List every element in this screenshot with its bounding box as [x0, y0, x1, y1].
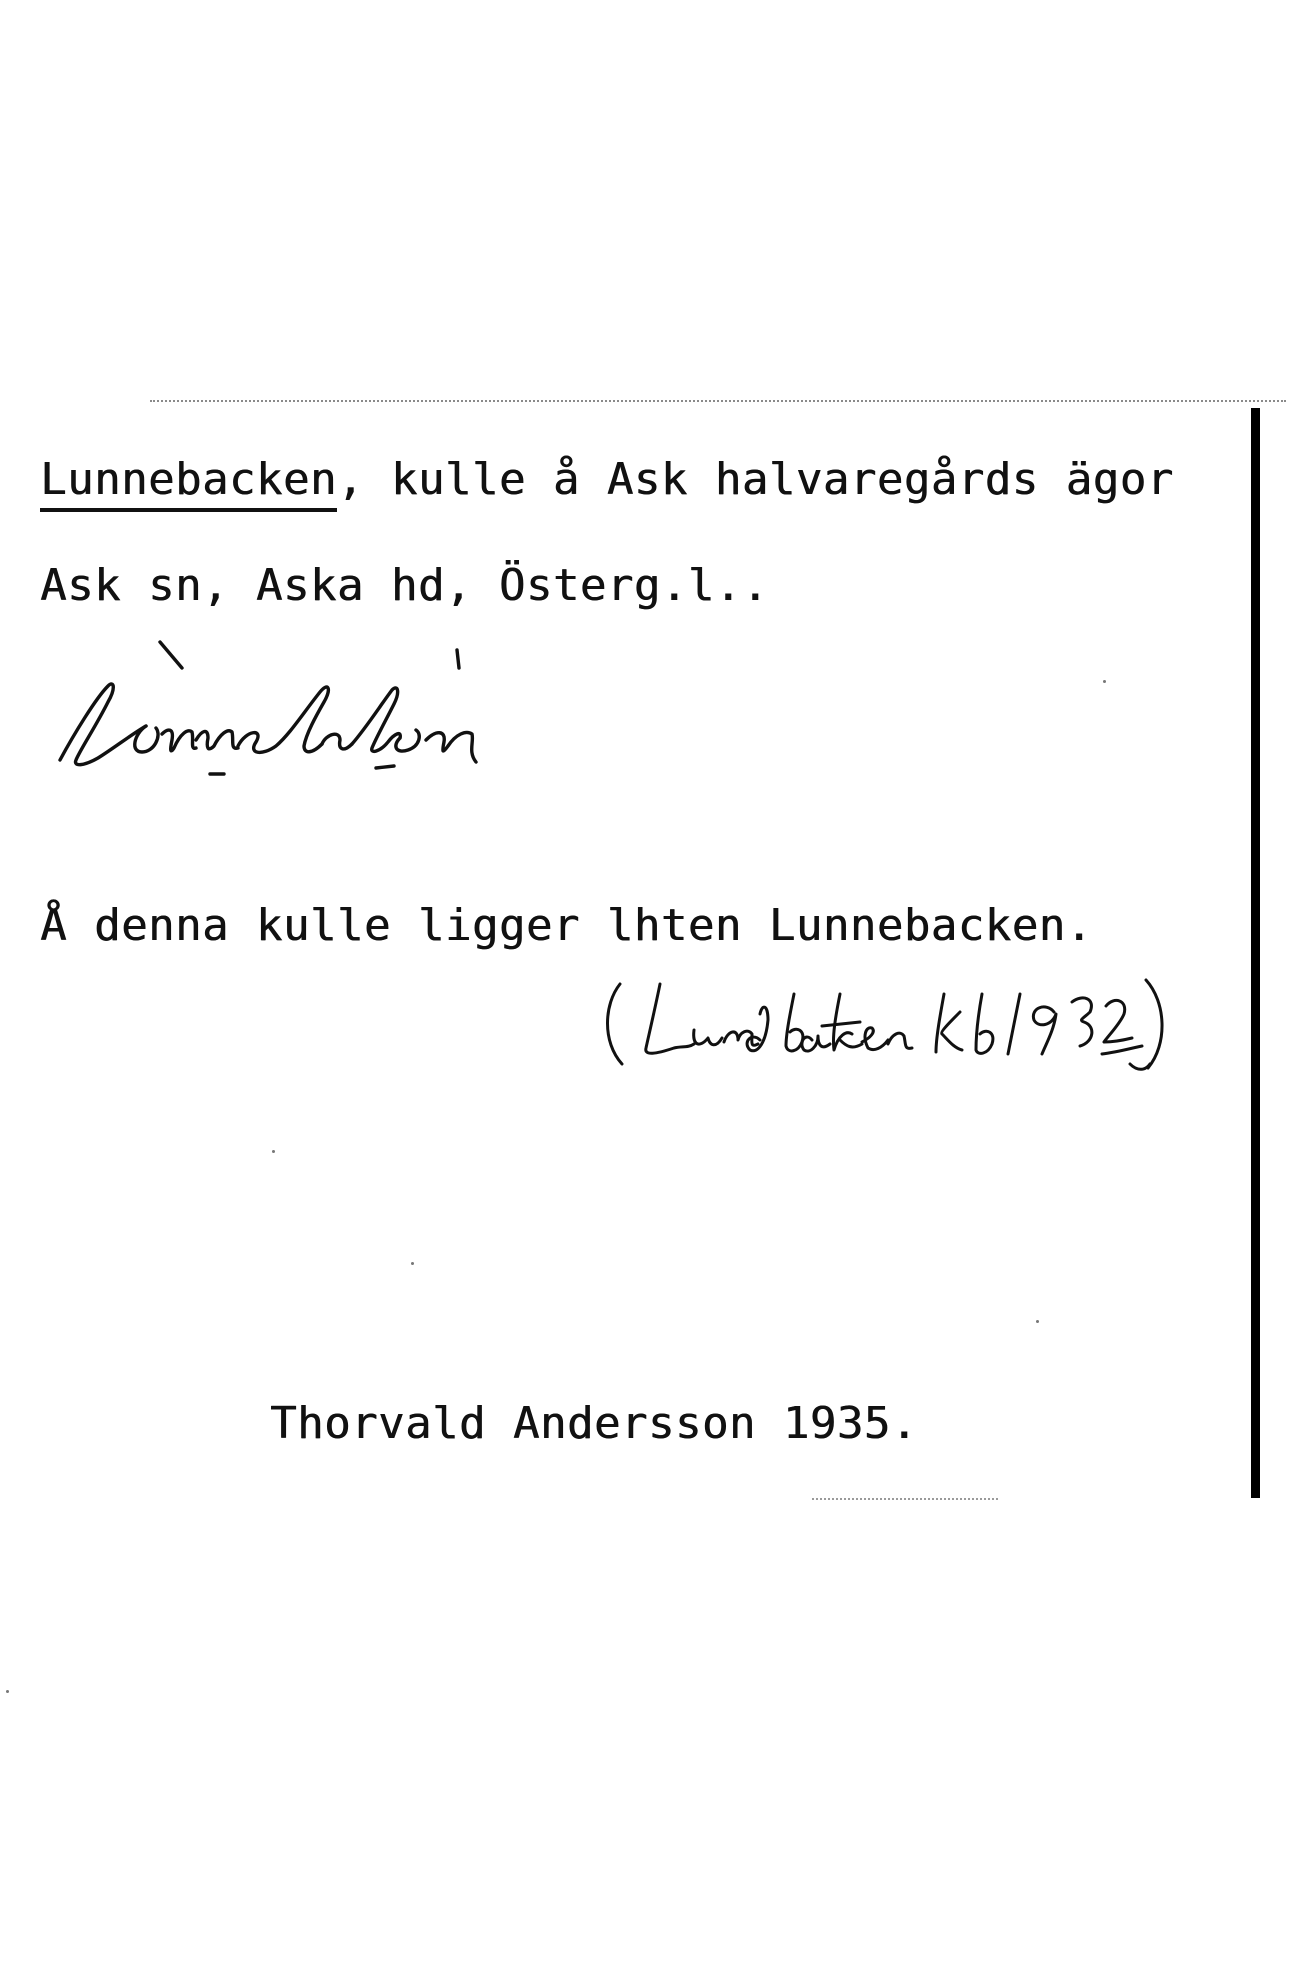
- paper-speck: [411, 1262, 414, 1265]
- heading-line: [40, 454, 1174, 506]
- card-top-edge: [150, 400, 1286, 402]
- paper-speck: [272, 1150, 275, 1153]
- paper-speck: [6, 1690, 9, 1693]
- signature-line: Thorvald Andersson 1935.: [270, 1398, 918, 1449]
- paper-speck: [1103, 680, 1106, 683]
- location-line: Ask sn, Aska hd, Österg.l..: [40, 560, 769, 611]
- heading-description: , kulle å Ask halvaregårds ägor: [336, 454, 1174, 505]
- card-bottom-marks: [812, 1498, 998, 1500]
- card-right-edge: [1251, 408, 1260, 1498]
- paper-speck: [1036, 1320, 1039, 1323]
- handwritten-pronunciation: [50, 630, 650, 800]
- note-line: Å denna kulle ligger lhten Lunnebacken.: [40, 900, 1093, 951]
- headword: Lunnebacken: [40, 454, 337, 505]
- handwritten-correction: [590, 960, 1260, 1090]
